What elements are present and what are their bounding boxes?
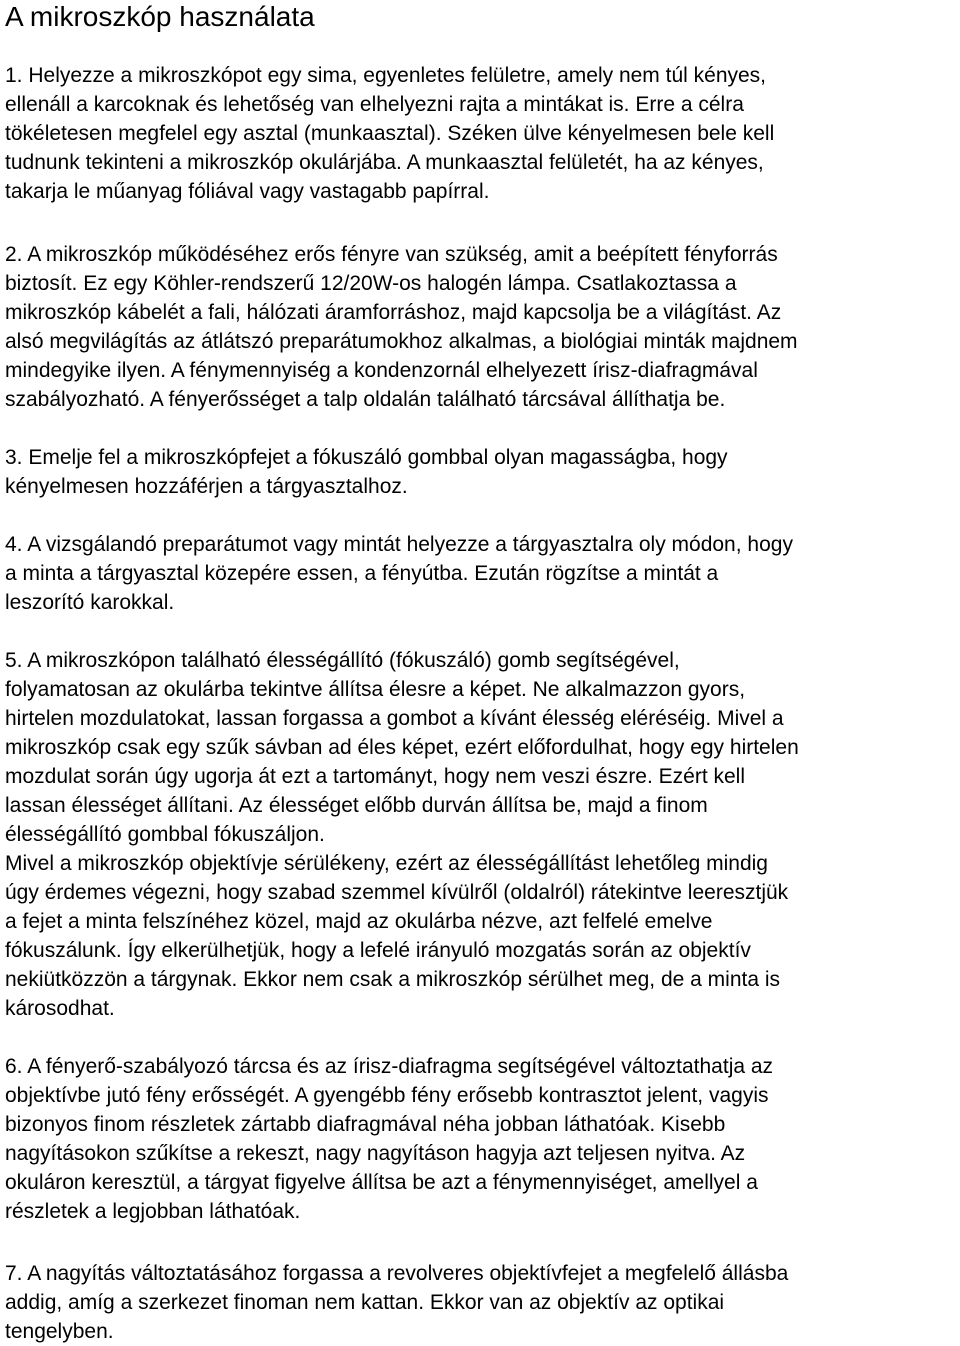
- paragraph-4: [5, 530, 793, 617]
- text-line: nekiütközzön a tárgynak. Ekkor nem csak a mikroszkóp sérülhet meg, de a minta is: [5, 968, 781, 991]
- text-line: bizonyos finom részletek zártabb diafragmával néha jobban láthatóak. Kisebb: [5, 1113, 726, 1136]
- text-line: a minta a tárgyasztal közepére essen, a fényútba. Ezután rögzítse a mintát a: [5, 562, 719, 585]
- paragraph-1: [5, 61, 774, 206]
- text-line: okuláron keresztül, a tárgyat figyelve állítsa be azt a fénymennyiséget, amellyel a: [5, 1171, 758, 1194]
- text-line: addig, amíg a szerkezet finoman nem kattan. Ekkor van az objektív az optikai: [5, 1291, 725, 1314]
- text-line: 2. A mikroszkóp működéséhez erős fényre van szükség, amit a beépített fényforrás: [5, 243, 778, 266]
- text-line: mozdulat során úgy ugorja át ezt a tartományt, hogy nem veszi észre. Ezért kell: [5, 765, 746, 788]
- text-line: károsodhat.: [5, 997, 115, 1020]
- text-line: mindegyike ilyen. A fénymennyiség a kondenzornál elhelyezett írisz-diafragmával: [5, 359, 758, 382]
- paragraph-6: [5, 1052, 773, 1226]
- text-line: mikroszkóp kábelét a fali, hálózati áramforráshoz, majd kapcsolja be a világítást. Az: [5, 301, 782, 324]
- text-line: 5. A mikroszkópon található élességállító (fókuszáló) gomb segítségével,: [5, 649, 680, 672]
- paragraph-3: [5, 443, 728, 501]
- text-line: alsó megvilágítás az átlátszó preparátumokhoz alkalmas, a biológiai minták majdnem: [5, 330, 798, 353]
- text-line: 1. Helyezze a mikroszkópot egy sima, egyenletes felületre, amely nem túl kényes,: [5, 64, 767, 87]
- text-line: nagyításokon szűkítse a rekeszt, nagy nagyításon hagyja azt teljesen nyitva. Az: [5, 1142, 746, 1165]
- text-line: 3. Emelje fel a mikroszkópfejet a fókuszáló gombbal olyan magasságba, hogy: [5, 446, 728, 469]
- text-line: objektívbe jutó fény erősségét. A gyengébb fény erősebb kontrasztot jelent, vagyis: [5, 1084, 769, 1107]
- page-title: A mikroszkóp használata: [5, 1, 315, 32]
- text-line: 7. A nagyítás változtatásához forgassa a revolveres objektívfejet a megfelelő állásba: [5, 1262, 789, 1285]
- text-line: tökéletesen megfelel egy asztal (munkaasztal). Széken ülve kényelmesen bele kell: [5, 122, 775, 145]
- text-line: fókuszálunk. Így elkerülhetjük, hogy a lefelé irányuló mozgatás során az objektív: [5, 939, 751, 962]
- text-line: Mivel a mikroszkóp objektívje sérülékeny, ezért az élességállítást lehetőleg mindig: [5, 852, 768, 875]
- text-line: részletek a legjobban láthatóak.: [5, 1200, 301, 1223]
- text-line: folyamatosan az okulárba tekintve állítsa élesre a képet. Ne alkalmazzon gyors,: [5, 678, 746, 701]
- text-line: a fejet a minta felszínéhez közel, majd az okulárba nézve, azt felfelé emelve: [5, 910, 713, 933]
- text-line: élességállító gombbal fókuszáljon.: [5, 823, 325, 846]
- text-line: tengelyben.: [5, 1320, 114, 1343]
- text-line: 6. A fényerő-szabályozó tárcsa és az írisz-diafragma segítségével változtathatja az: [5, 1055, 774, 1078]
- text-line: lassan élességet állítani. Az élességet előbb durván állítsa be, majd a finom: [5, 794, 708, 817]
- paragraph-7: [5, 1259, 788, 1346]
- text-line: kényelmesen hozzáférjen a tárgyasztalhoz.: [5, 475, 408, 498]
- text-line: szabályozható. A fényerősséget a talp oldalán található tárcsával állíthatja be.: [5, 388, 726, 411]
- text-line: mikroszkóp csak egy szűk sávban ad éles képet, ezért előfordulhat, hogy egy hirtelen: [5, 736, 799, 759]
- paragraph-5: [5, 646, 799, 1023]
- paragraph-2: [5, 240, 798, 414]
- text-line: ellenáll a karcoknak és lehetőség van elhelyezni rajta a mintákat is. Erre a célra: [5, 93, 744, 116]
- text-line: takarja le műanyag fóliával vagy vastagabb papírral.: [5, 180, 490, 203]
- text-line: hirtelen mozdulatokat, lassan forgassa a gombot a kívánt élesség eléréséig. Mivel a: [5, 707, 784, 730]
- text-line: 4. A vizsgálandó preparátumot vagy mintát helyezze a tárgyasztalra oly módon, hogy: [5, 533, 793, 556]
- text-line: tudnunk tekinteni a mikroszkóp okulárjába. A munkaasztal felületét, ha az kényes,: [5, 151, 764, 174]
- text-line: biztosít. Ez egy Köhler-rendszerű 12/20W-os halogén lámpa. Csatlakoztassa a: [5, 272, 737, 295]
- text-line: úgy érdemes végezni, hogy szabad szemmel kívülről (oldalról) rátekintve leeresztjük: [5, 881, 789, 904]
- text-line: leszorító karokkal.: [5, 591, 175, 614]
